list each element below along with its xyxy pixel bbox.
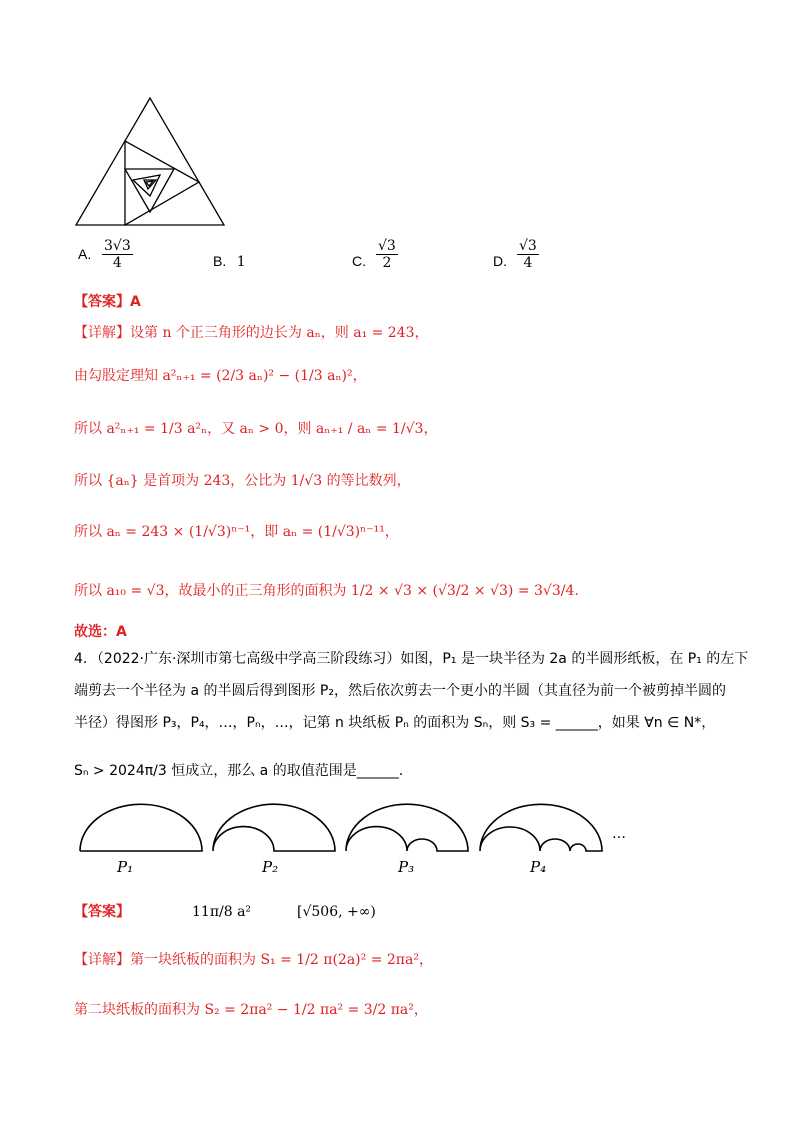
- q4-detail-line2: 第二块纸板的面积为 S₂ = 2πa² − 1/2 πa² = 3/2 πa²，: [74, 1002, 428, 1018]
- figure-ellipsis: …: [612, 826, 626, 842]
- q3-detail-line4: 所以 {aₙ} 是首项为 243，公比为 1/√3 的等比数列，: [74, 473, 411, 489]
- q4-detail-line1: 【详解】第一块纸板的面积为 S₁ = 1/2 π(2a)² = 2πa²，: [74, 952, 433, 968]
- q3-detail-line2: 由勾股定理知 a²ₙ₊₁ = (2/3 aₙ)² − (1/3 aₙ)²，: [74, 368, 367, 384]
- q3-detail-line6: 所以 a₁₀ = √3，故最小的正三角形的面积为 1/2 × √3 × (√3/2 × √3) = 3√3/4.: [74, 583, 579, 599]
- option-c: C.: [352, 253, 366, 269]
- option-b: B. 1: [213, 253, 246, 270]
- q4-line4: Sₙ > 2024π/3 恒成立，那么 a 的取值范围是______.: [74, 763, 404, 779]
- q4-line2: 端剪去一个半径为 a 的半圆后得到图形 P₂，然后依次剪去一个更小的半圆（其直径为前一个被剪掉半圆的: [74, 683, 726, 699]
- option-d-value: $\frac{√3}{4}$: [519, 238, 537, 271]
- q3-answer-tag: 【答案】A: [74, 294, 141, 310]
- q3-detail-line5: 所以 aₙ = 243 × (1/√3)ⁿ⁻¹，即 aₙ = (1/√3)ⁿ⁻¹¹，: [74, 524, 399, 540]
- option-a-letter: A.: [78, 246, 92, 262]
- option-b-value: 1: [236, 254, 246, 270]
- option-a-value: $\frac{3√3}{4}$: [104, 238, 131, 271]
- semicircle-figures: [70, 795, 650, 885]
- q4-line1: 4．（2022·广东·深圳市第七高级中学高三阶段练习）如图，P₁ 是一块半径为 2a 的半圆形纸板，在 P₁ 的左下: [74, 651, 749, 667]
- q4-answer-tag: 【答案】: [74, 904, 130, 920]
- q4-answer1: 11π/8 a²: [192, 904, 252, 920]
- option-d: D.: [493, 253, 507, 269]
- q4-line3: 半径）得图形 P₃，P₄，…，Pₙ，…，记第 n 块纸板 Pₙ 的面积为 Sₙ，则 S₃ = ______，如果 ∀n ∈ N*，: [74, 715, 716, 731]
- q4-answer2: [√506, +∞): [297, 904, 376, 920]
- q3-detail-line3: 所以 a²ₙ₊₁ = 1/3 a²ₙ，又 aₙ > 0，则 aₙ₊₁ / aₙ = 1/√3，: [74, 421, 438, 437]
- option-a: [78, 246, 91, 263]
- figure-label-p3: P₃: [398, 858, 415, 876]
- q3-detail-line1: 【详解】设第 n 个正三角形的边长为 aₙ，则 a₁ = 243，: [74, 325, 429, 341]
- figure-label-p1: P₁: [117, 858, 134, 876]
- option-c-value: $\frac{√3}{2}$: [378, 238, 396, 271]
- figure-label-p2: P₂: [262, 858, 279, 876]
- q3-choice-line: 故选：A: [74, 624, 127, 640]
- nested-triangles-figure: [70, 92, 230, 227]
- figure-label-p4: P₄: [530, 858, 547, 876]
